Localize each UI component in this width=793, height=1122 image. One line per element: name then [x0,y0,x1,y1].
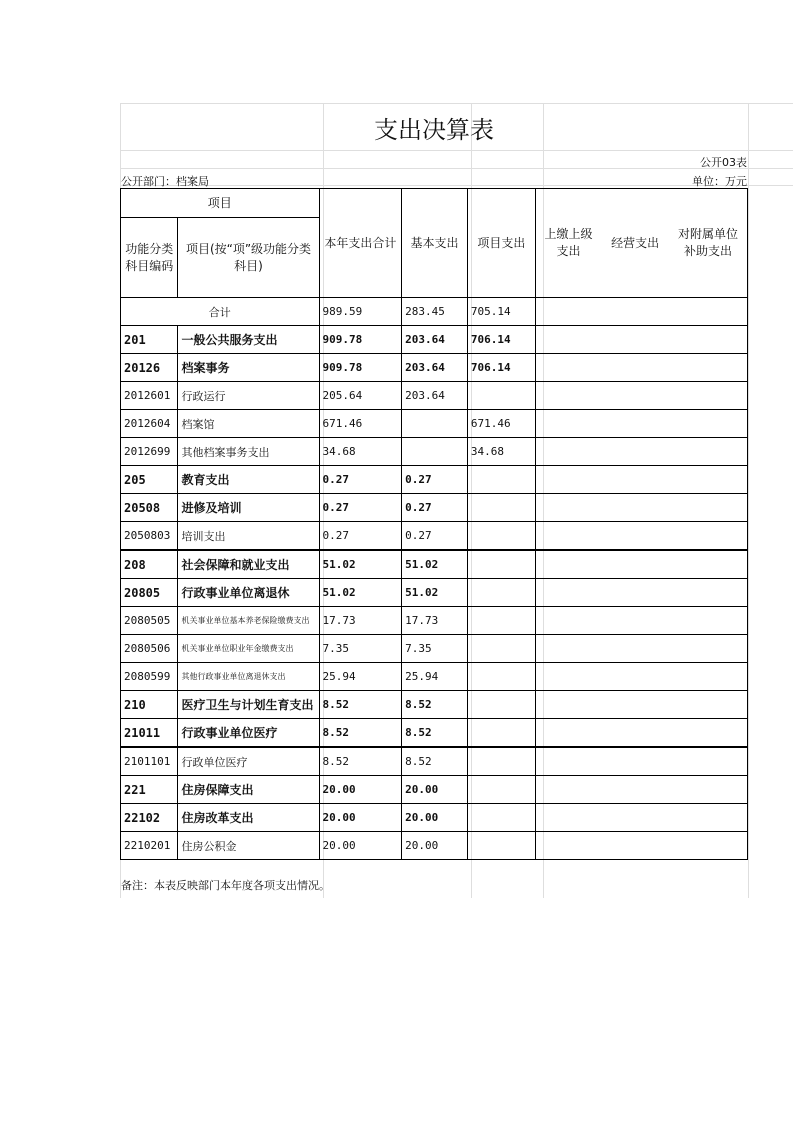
row-project [467,832,535,860]
row-upper [535,438,601,466]
row-basic: 20.00 [402,832,468,860]
row-basic: 203.64 [402,382,468,410]
table-row [121,354,748,382]
department-label: 公开部门：档案局 [121,175,209,188]
row-project [467,494,535,522]
table-row [121,691,748,719]
row-business [601,522,669,551]
header-total: 本年支出合计 [319,189,402,298]
row-basic [402,438,468,466]
row-upper [535,804,601,832]
row-upper [535,719,601,748]
row-subsidy [669,410,747,438]
gridline [120,168,793,169]
row-project [467,607,535,635]
row-business [601,663,669,691]
row-project [467,550,535,579]
table-row [121,719,748,748]
row-upper [535,298,601,326]
gridline [748,103,749,898]
row-project [467,804,535,832]
row-total: 20.00 [319,804,402,832]
row-subsidy [669,466,747,494]
row-code: 20126 [121,354,178,382]
row-upper [535,466,601,494]
row-code: 2012604 [121,410,178,438]
row-basic: 0.27 [402,494,468,522]
row-basic: 8.52 [402,747,468,776]
row-upper [535,747,601,776]
row-name: 培训支出 [178,522,319,551]
row-code: 22102 [121,804,178,832]
row-total: 205.64 [319,382,402,410]
row-code: 2050803 [121,522,178,551]
row-name: 档案馆 [178,410,319,438]
table-row [121,747,748,776]
row-total: 8.52 [319,747,402,776]
row-subsidy [669,550,747,579]
row-basic: 203.64 [402,354,468,382]
row-basic: 8.52 [402,719,468,748]
unit-label: 单位：万元 [692,175,747,188]
row-total: 8.52 [319,691,402,719]
table-row [121,466,748,494]
header-name: 项目(按“项”级功能分类科目) [178,218,319,298]
header-basic: 基本支出 [402,189,468,298]
row-basic: 20.00 [402,776,468,804]
row-basic: 203.64 [402,326,468,354]
row-upper [535,607,601,635]
row-project: 705.14 [467,298,535,326]
row-code: 205 [121,466,178,494]
row-name: 社会保障和就业支出 [178,550,319,579]
row-upper [535,691,601,719]
table-row [121,635,748,663]
row-business [601,298,669,326]
row-subsidy [669,298,747,326]
row-upper [535,326,601,354]
row-subsidy [669,607,747,635]
row-business [601,494,669,522]
table-row [121,550,748,579]
row-code: 21011 [121,719,178,748]
row-total: 0.27 [319,522,402,551]
row-project [467,691,535,719]
row-total: 989.59 [319,298,402,326]
row-code: 221 [121,776,178,804]
row-total: 25.94 [319,663,402,691]
row-project: 671.46 [467,410,535,438]
row-subsidy [669,635,747,663]
row-project [467,776,535,804]
table-row [121,607,748,635]
row-basic: 17.73 [402,607,468,635]
row-code: 210 [121,691,178,719]
row-name: 教育支出 [178,466,319,494]
row-subsidy [669,354,747,382]
footnote: 备注：本表反映部门本年度各项支出情况。 [121,879,330,892]
row-basic: 7.35 [402,635,468,663]
row-basic: 51.02 [402,550,468,579]
row-subsidy [669,776,747,804]
row-business [601,719,669,748]
row-total: 0.27 [319,466,402,494]
row-project [467,466,535,494]
row-business [601,579,669,607]
table-row [121,804,748,832]
row-project [467,522,535,551]
row-business [601,607,669,635]
header-subsidy: 对附属单位补助支出 [669,189,747,298]
row-total: 51.02 [319,550,402,579]
row-name: 档案事务 [178,354,319,382]
row-subsidy [669,494,747,522]
table-row [121,522,748,551]
row-upper [535,522,601,551]
row-upper [535,635,601,663]
row-upper [535,494,601,522]
header-code: 功能分类科目编码 [121,218,178,298]
row-basic: 0.27 [402,522,468,551]
gridline [120,150,793,151]
row-total: 8.52 [319,719,402,748]
row-total: 7.35 [319,635,402,663]
gridline [120,103,793,104]
row-name: 行政单位医疗 [178,747,319,776]
row-subsidy [669,326,747,354]
row-name: 行政运行 [178,382,319,410]
row-name: 住房保障支出 [178,776,319,804]
row-name: 住房改革支出 [178,804,319,832]
row-business [601,804,669,832]
row-project [467,747,535,776]
table-row [121,410,748,438]
row-code: 2080599 [121,663,178,691]
row-name: 住房公积金 [178,832,319,860]
row-project: 34.68 [467,438,535,466]
row-name: 行政事业单位离退休 [178,579,319,607]
row-subsidy [669,804,747,832]
header-upper: 上缴上级支出 [535,189,601,298]
row-total: 909.78 [319,354,402,382]
row-subsidy [669,747,747,776]
row-code: 20508 [121,494,178,522]
row-business [601,438,669,466]
header-project: 项目支出 [467,189,535,298]
row-subsidy [669,522,747,551]
row-project [467,663,535,691]
row-business [601,326,669,354]
expenditure-table [120,188,748,860]
header-item-group: 项目 [121,189,320,218]
table-row [121,579,748,607]
row-business [601,635,669,663]
row-project [467,719,535,748]
row-code: 20805 [121,579,178,607]
table-row [121,776,748,804]
row-code: 2012601 [121,382,178,410]
row-total: 17.73 [319,607,402,635]
row-upper [535,410,601,438]
row-subsidy [669,579,747,607]
row-code: 2012699 [121,438,178,466]
row-name: 一般公共服务支出 [178,326,319,354]
row-name: 机关事业单位基本养老保险缴费支出 [178,607,319,635]
row-code: 2210201 [121,832,178,860]
row-business [601,691,669,719]
row-total: 51.02 [319,579,402,607]
row-business [601,410,669,438]
row-total: 671.46 [319,410,402,438]
row-total: 20.00 [319,832,402,860]
table-row [121,494,748,522]
row-name: 行政事业单位医疗 [178,719,319,748]
row-subsidy [669,382,747,410]
row-name: 医疗卫生与计划生育支出 [178,691,319,719]
page-title: 支出决算表 [374,116,494,144]
row-upper [535,382,601,410]
row-project [467,579,535,607]
row-subsidy [669,438,747,466]
row-basic: 0.27 [402,466,468,494]
row-total: 0.27 [319,494,402,522]
row-code: 2080505 [121,607,178,635]
row-upper [535,776,601,804]
row-code: 2080506 [121,635,178,663]
header-business: 经营支出 [601,189,669,298]
row-business [601,747,669,776]
row-basic: 283.45 [402,298,468,326]
row-name: 机关事业单位职业年金缴费支出 [178,635,319,663]
row-subsidy [669,832,747,860]
row-basic: 20.00 [402,804,468,832]
row-business [601,832,669,860]
row-code: 208 [121,550,178,579]
row-upper [535,550,601,579]
row-name: 其他档案事务支出 [178,438,319,466]
row-business [601,776,669,804]
row-upper [535,354,601,382]
row-business [601,550,669,579]
row-project [467,635,535,663]
row-project [467,382,535,410]
row-basic: 51.02 [402,579,468,607]
table-row [121,832,748,860]
row-business [601,466,669,494]
row-total: 909.78 [319,326,402,354]
row-total: 34.68 [319,438,402,466]
row-subsidy [669,663,747,691]
row-upper [535,663,601,691]
row-basic: 8.52 [402,691,468,719]
row-business [601,382,669,410]
table-row [121,298,748,326]
row-project: 706.14 [467,326,535,354]
row-business [601,354,669,382]
row-name: 合计 [121,298,320,326]
row-project: 706.14 [467,354,535,382]
row-name: 其他行政事业单位离退休支出 [178,663,319,691]
table-row [121,326,748,354]
row-name: 进修及培训 [178,494,319,522]
row-basic [402,410,468,438]
row-upper [535,832,601,860]
form-number: 公开03表 [700,156,747,169]
row-code: 201 [121,326,178,354]
row-code: 2101101 [121,747,178,776]
table-row [121,382,748,410]
row-total: 20.00 [319,776,402,804]
table-row [121,438,748,466]
row-basic: 25.94 [402,663,468,691]
row-subsidy [669,691,747,719]
row-subsidy [669,719,747,748]
table-row [121,663,748,691]
row-upper [535,579,601,607]
